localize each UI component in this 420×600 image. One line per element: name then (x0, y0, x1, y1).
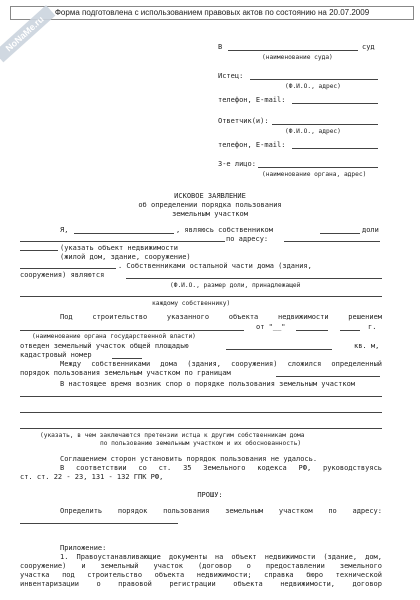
court-prefix: В (218, 43, 223, 51)
form-banner: Форма подготовлена с использованием правовых актов по состоянию на 20.07.2009 (10, 6, 414, 20)
p1-text-a: Я, (60, 226, 69, 234)
p1-owners-line (126, 278, 382, 279)
p2-year-line (340, 330, 360, 331)
p1-text-f: (жилой дом, здание, сооружение) (60, 253, 191, 261)
p8-address-line (20, 523, 178, 524)
p1-share-line (320, 233, 360, 234)
p2-text-b: от "__" (256, 323, 286, 331)
p1-address-line-b (284, 241, 380, 242)
plaintiff-phone-line (292, 103, 378, 104)
p1-text-d: по адресу: (226, 235, 269, 243)
p6-text: Соглашением сторон установить порядок пользования не удалось. (60, 455, 318, 463)
p1-object-line (20, 250, 58, 251)
p8-text-a: Определить порядок пользования земельным участком по адресу: (60, 507, 382, 515)
defendants-phone-label: телефон, E-mail: (218, 141, 286, 149)
document-title: ИСКОВОЕ ЗАЯВЛЕНИЕ (174, 192, 246, 200)
p5-hint-a: (указать, в чем заключаются претензии истца к другим собственникам дома (40, 432, 305, 439)
p4-line-1 (20, 396, 382, 397)
p3-text-b: порядок пользования земельным участком по границам (20, 369, 231, 377)
court-line (228, 50, 358, 51)
appendix-item-1-d: инвентаризации о правовой регистрации объекта недвижимости, договор (20, 580, 382, 588)
p1-address-line-a (20, 241, 225, 242)
defendants-phone-line (292, 148, 378, 149)
document-subtitle-1: об определении порядка пользования (138, 201, 282, 209)
defendants-hint: (Ф.И.О., адрес) (285, 128, 341, 135)
p7-text-b: ст. ст. 22 - 23, 131 - 132 ГПК РФ, (20, 473, 164, 481)
defendants-label: Ответчик(и): (218, 117, 269, 125)
p1-text-b: , являюсь собственником (176, 226, 273, 234)
court-name-hint: (наименование суда) (262, 54, 333, 61)
p1-object-line-2 (20, 268, 116, 269)
court-suffix: суд (362, 43, 375, 51)
p4-line-3 (20, 428, 382, 429)
p2-text-g: кадастровый номер (20, 351, 92, 359)
appendix-item-1-c: участка под строительство объекта недвижимости; справка бюро технической (20, 571, 382, 579)
p5-hint-b: по пользованию земельным участком и их обоснованность) (100, 440, 302, 447)
p7-text-a: В соответствии со ст. 35 Земельного кодекса РФ, руководствуясь (60, 464, 382, 472)
p2-org-line (20, 330, 244, 331)
p1-text-c: доли (362, 226, 379, 234)
p2-month-line (296, 330, 328, 331)
p1-text-g: . Собственниками остальной части дома (здания, (118, 262, 312, 270)
third-party-hint: (наименование органа, адрес) (262, 171, 367, 178)
p2-text-e: отведен земельный участок общей площадью (20, 342, 189, 350)
plaintiff-hint: (Ф.И.О., адрес) (285, 83, 341, 90)
appendix-heading: Приложение: (60, 544, 107, 552)
p1-owners-line-2 (20, 296, 382, 297)
p3-borders-line (276, 376, 380, 377)
plaintiff-label: Истец: (218, 72, 244, 80)
p1-owners-hint: (Ф.И.О., размер доли, принадлежащей (170, 282, 301, 289)
p2-text-f: кв. м, (354, 342, 380, 350)
p2-text-c: г. (368, 323, 377, 331)
request-heading: ПРОШУ: (197, 491, 223, 499)
p2-area-line (226, 349, 332, 350)
p1-owners-hint-2: каждому собственнику) (152, 300, 231, 307)
plaintiff-line (250, 79, 378, 80)
document-subtitle-2: земельным участком (172, 210, 248, 218)
p4-text-a: В настоящее время возник спор о порядке пользования земельным участком (60, 380, 356, 388)
plaintiff-phone-label: телефон, E-mail: (218, 96, 286, 104)
p1-text-e: (указать объект недвижимости (60, 244, 179, 252)
third-party-label: 3-е лицо: (218, 160, 256, 168)
appendix-item-1-b: сооружение) и земельный участок (договор о предоставлении земельного (20, 562, 382, 570)
p2-org-hint: (наименование органа государственной власти) (32, 333, 196, 340)
p4-line-2 (20, 412, 382, 413)
p1-name-line (74, 233, 174, 234)
p1-text-h: сооружения) являются (20, 271, 105, 279)
third-party-line (258, 167, 378, 168)
defendants-line (272, 124, 378, 125)
appendix-item-1-a: 1. Правоустанавливающие документы на объект недвижимости (здание, дом, (60, 553, 382, 561)
p2-text-a: Под строительство указанного объекта недвижимости решением (60, 313, 382, 321)
p3-text-a: Между собственниками дома (здания, сооружения) сложился определенный (60, 360, 382, 368)
p2-cadastre-line (112, 358, 142, 359)
watermark-logo: NoNaMe.ru (0, 5, 55, 62)
